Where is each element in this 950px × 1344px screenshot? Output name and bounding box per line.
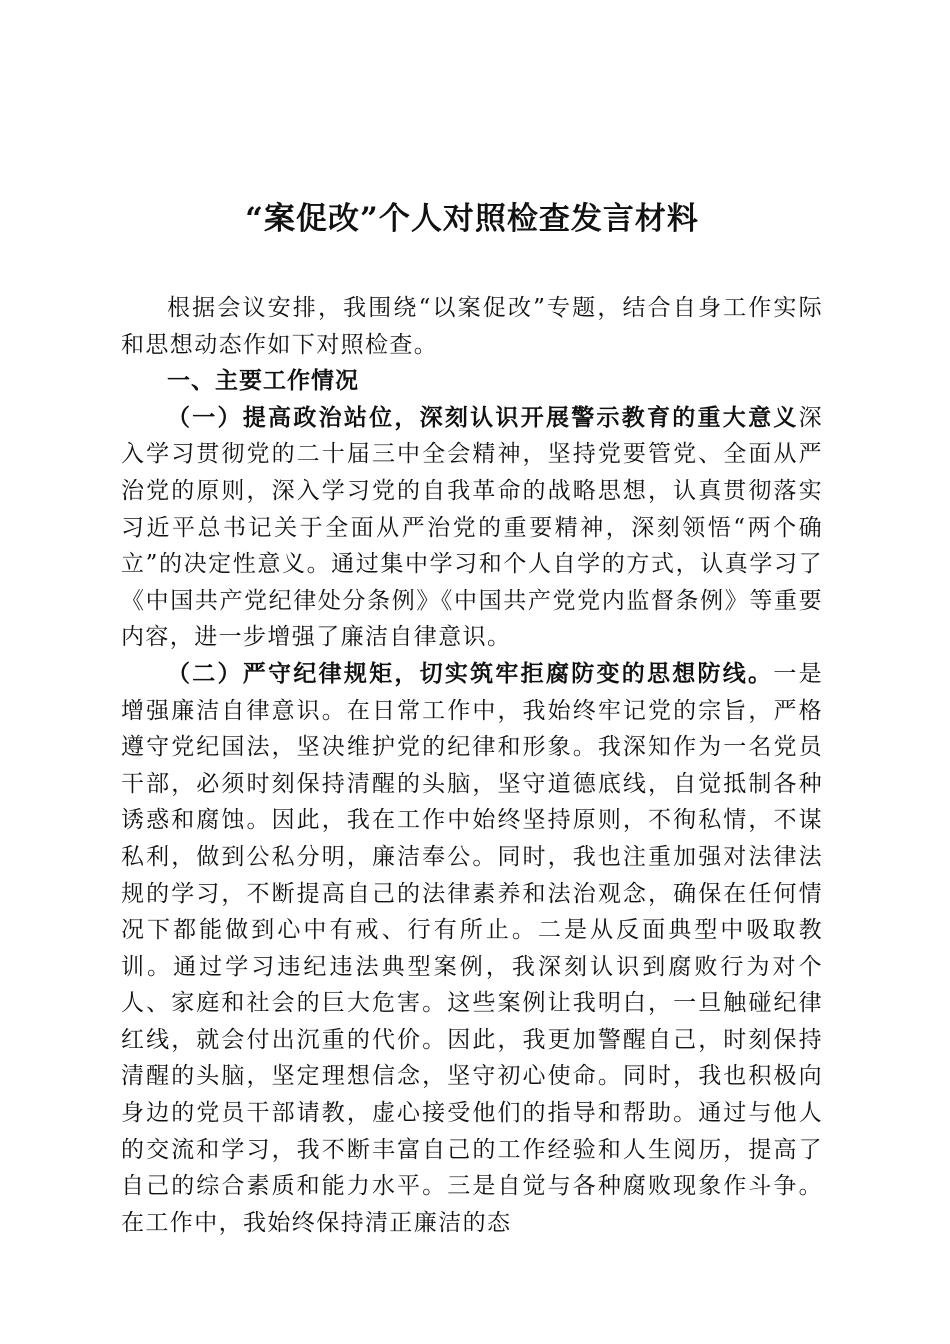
item2-lead: （二）严守纪律规矩，切实筑牢拒腐防变的思想防线。 (167, 659, 774, 687)
item1-paragraph (121, 400, 823, 656)
intro-paragraph: 根据会议安排，我围绕“以案促改”专题，结合自身工作实际和思想动态作如下对照检查。 (121, 295, 823, 358)
item1-body: 深入学习贯彻党的二十届三中全会精神，坚持党要管党、全面从严治党的原则，深入学习党的自我革命的战略思想，认真贯彻落实习近平总书记关于全面从严治党的重要精神，深刻领悟“两个确立”的决定性意义。通过集中学习和个人自学的方式，认真学习了《中国共产党纪律处分条例》《中国共产党党内监督条例》等重要内容，进一步增强了廉洁自律意识。 (121, 404, 823, 651)
document-title: “案促改”个人对照检查发言材料 (245, 201, 699, 237)
section-heading: 一、主要工作情况 (167, 368, 359, 395)
document-body (121, 290, 823, 1241)
item2-paragraph (121, 656, 823, 1242)
item2-body: 一是增强廉洁自律意识。在日常工作中，我始终牢记党的宗旨，严格遵守党纪国法，坚决维护党的纪律和形象。我深知作为一名党员干部，必须时刻保持清醒的头脑，坚守道德底线，自觉抵制各种诱惑和腐蚀。因此，我在工作中始终坚持原则，不徇私情，不谋私利，做到公私分明，廉洁奉公。同时，我也注重加强对法律法规的学习，不断提高自己的法律素养和法治观念，确保在任何情况下都能做到心中有戒、行有所止。二是从反面典型中吸取教训。通过学习违纪违法典型案例，我深刻认识到腐败行为对个人、家庭和社会的巨大危害。这些案例让我明白，一旦触碰纪律红线，就会付出沉重的代价。因此，我更加警醒自己，时刻保持清醒的头脑，坚定理想信念，坚守初心使命。同时，我也积极向身边的党员干部请教，虚心接受他们的指导和帮助。通过与他人的交流和学习，我不断丰富自己的工作经验和人生阅历，提高了自己的综合素质和能力水平。三是自觉与各种腐败现象作斗争。在工作中，我始终保持清正廉洁的态 (121, 660, 823, 1236)
item1-lead: （一）提高政治站位，深刻认识开展警示教育的重大意义 (167, 403, 799, 431)
